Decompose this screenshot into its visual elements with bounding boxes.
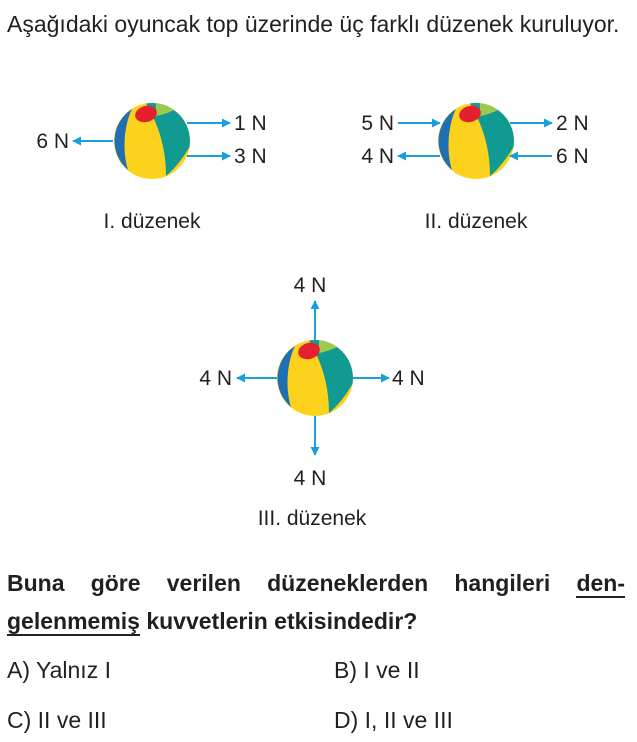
setup-1 [36, 103, 266, 233]
ball-2 [438, 103, 514, 179]
force-label-right-top: 2 N [556, 112, 589, 135]
force-label-right-bottom: 6 N [556, 145, 589, 168]
option-d[interactable]: D) I, II ve III [334, 707, 453, 733]
caption-setup-3: III. düzenek [257, 507, 367, 530]
question-underlined-2: gelenmemiş [7, 608, 140, 634]
setup-2 [361, 103, 588, 233]
question-underlined-1: den- [576, 570, 625, 596]
caption-setup-2: II. düzenek [424, 210, 528, 233]
option-b[interactable]: B) I ve II [334, 657, 420, 683]
force-label-up: 4 N [293, 274, 327, 297]
option-c[interactable]: C) II ve III [7, 707, 107, 733]
force-label-left: 6 N [36, 130, 69, 153]
force-label-left: 4 N [199, 367, 232, 390]
force-label-right: 4 N [392, 367, 425, 390]
intro-text: Aşağıdaki oyuncak top üzerinde üç farklı düzenek kuruluyor. [7, 11, 620, 37]
question-text [7, 564, 625, 640]
force-label-down: 4 N [293, 467, 327, 490]
force-label-right-bottom: 3 N [234, 145, 267, 168]
force-label-left-top: 5 N [361, 112, 394, 135]
question-part-1: Buna göre verilen düzeneklerden hangileri [7, 570, 577, 596]
option-a[interactable]: A) Yalnız I [7, 657, 111, 683]
question-part-2: kuvvetlerin etkisindedir? [139, 608, 418, 634]
setup-3 [199, 274, 424, 530]
ball-1 [114, 103, 190, 179]
force-label-left-bottom: 4 N [361, 145, 394, 168]
force-label-right-top: 1 N [234, 112, 267, 135]
ball-3 [277, 340, 353, 416]
caption-setup-1: I. düzenek [103, 210, 201, 233]
